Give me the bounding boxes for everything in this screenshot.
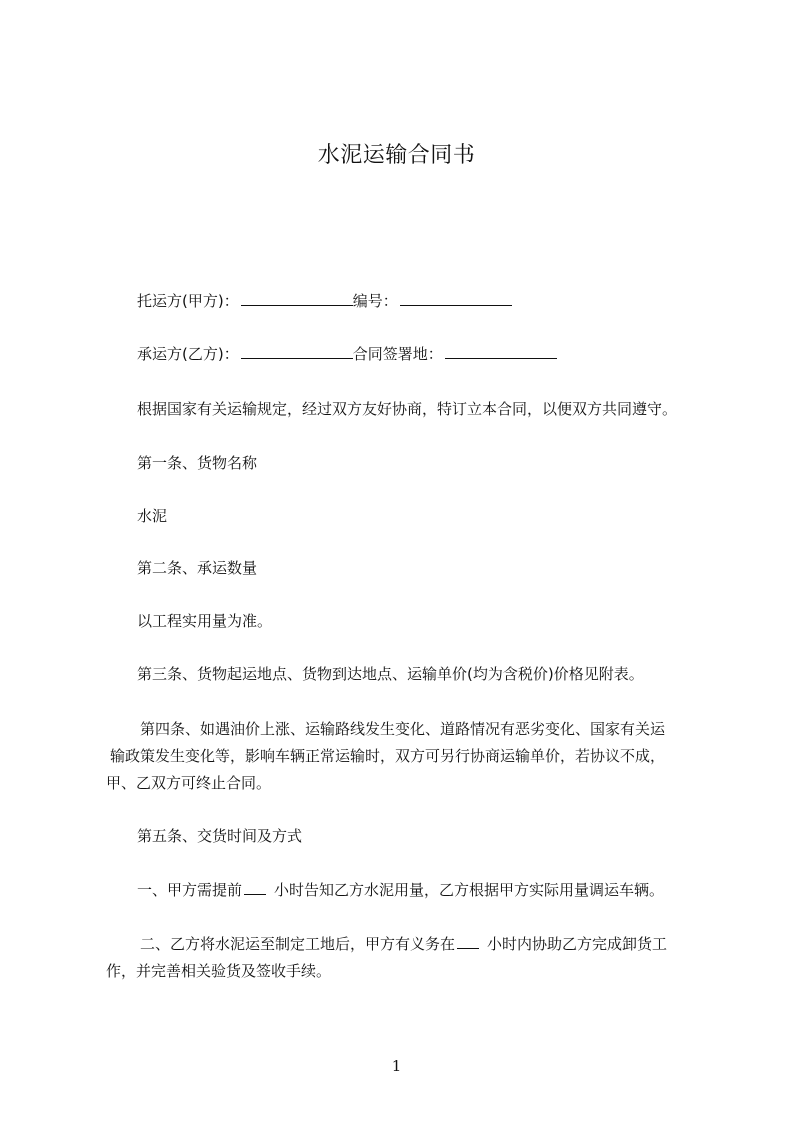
article-5-heading: 第五条、交货时间及方式 (137, 827, 303, 845)
contract-number-blank (400, 291, 512, 306)
item-2-line: 作，并完善相关验货及签收手续。 (106, 962, 332, 980)
item-2-text-after: 小时内协助乙方完成卸货工 (487, 935, 668, 953)
article-1-body: 水泥 (137, 507, 168, 525)
shipper-blank (241, 291, 353, 306)
signing-place-label: 合同签署地： (352, 345, 443, 363)
carrier-blank (241, 344, 353, 359)
article-5-item-1 (137, 877, 664, 903)
hours-unload-blank (457, 934, 479, 949)
shipper-row (137, 288, 512, 314)
item-1-text-after: 小时告知乙方水泥用量，乙方根据甲方实际用量调运车辆。 (274, 881, 665, 899)
item-1-text-before: 一、甲方需提前 (137, 881, 243, 899)
signing-place-blank (445, 344, 557, 359)
page-title: 水泥运输合同书 (317, 143, 476, 168)
intro-paragraph: 根据国家有关运输规定，经过双方友好协商，特订立本合同，以便双方共同遵守。 (137, 400, 678, 418)
carrier-row (137, 341, 557, 367)
hours-notice-blank (244, 880, 266, 895)
item-2-line (140, 931, 667, 957)
shipper-label: 托运方(甲方)： (137, 292, 239, 310)
article-4-line: 第四条、如遇油价上涨、运输路线发生变化、道路情况有恶劣变化、国家有关运 (140, 720, 666, 738)
carrier-label: 承运方(乙方)： (137, 345, 239, 363)
article-3-paragraph: 第三条、货物起运地点、货物到达地点、运输单价(均为含税价)价格见附表。 (137, 665, 644, 683)
item-2-text-before: 二、乙方将水泥运至制定工地后，甲方有义务在 (140, 935, 456, 953)
article-2-body: 以工程实用量为准。 (137, 612, 273, 630)
article-4-line: 输政策发生变化等，影响车辆正常运输时，双方可另行协商运输单价，若协议不成， (110, 747, 666, 765)
contract-number-label: 编号： (352, 292, 398, 310)
article-4-line: 甲、乙双方可终止合同。 (106, 774, 272, 792)
article-1-heading: 第一条、货物名称 (137, 454, 258, 472)
article-2-heading: 第二条、承运数量 (137, 559, 258, 577)
page-number: 1 (391, 1057, 402, 1075)
